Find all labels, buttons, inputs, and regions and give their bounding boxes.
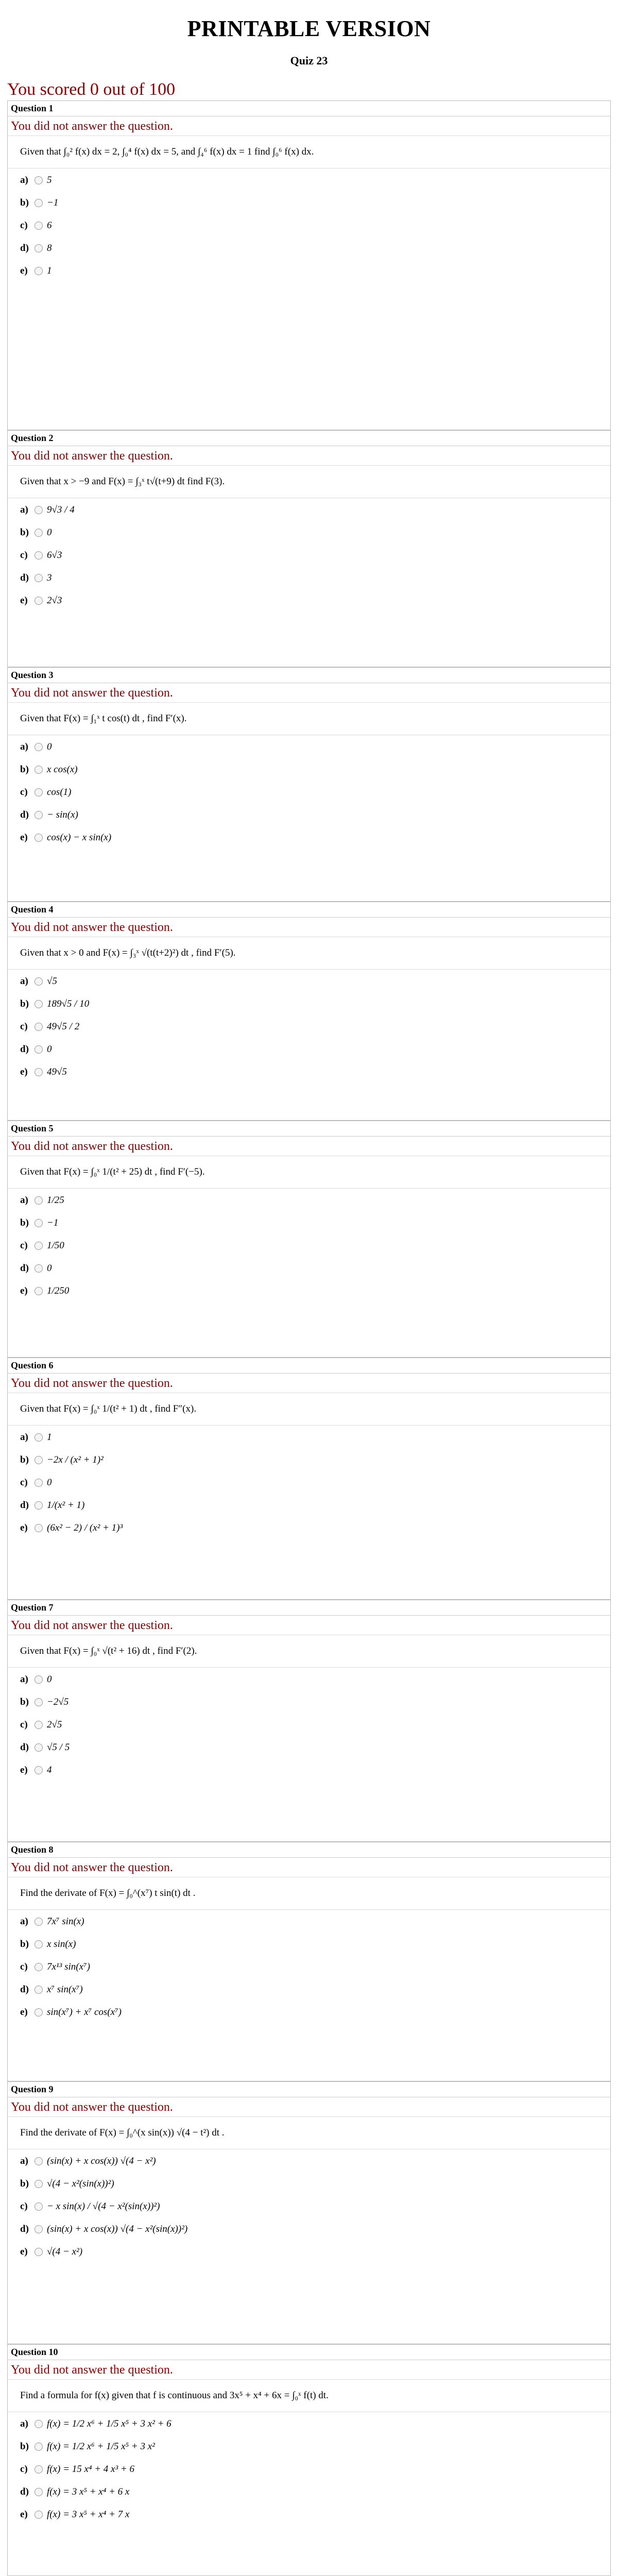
answer-option[interactable] (20, 1961, 598, 1973)
radio-button[interactable] (35, 199, 43, 207)
question-text: Given that F(x) = ∫₀ˣ 1/(t² + 1) dt , find F″(x). (8, 1393, 610, 1426)
answer-letter: c) (20, 550, 28, 561)
radio-button[interactable] (35, 1743, 43, 1752)
answer-option[interactable] (20, 1742, 598, 1753)
question-heading: Question 8 (8, 1842, 610, 1858)
radio-button[interactable] (35, 529, 43, 537)
radio-button[interactable] (35, 1287, 43, 1295)
answer-option[interactable] (20, 741, 598, 753)
radio-button[interactable] (35, 1433, 43, 1442)
answer-letter: b) (20, 527, 29, 538)
answer-letter: b) (20, 998, 29, 1009)
answer-option[interactable] (20, 1217, 598, 1229)
answer-text: f(x) = 3 x⁵ + x⁴ + 7 x (47, 2509, 130, 2520)
answer-letter: b) (20, 764, 29, 775)
question-block (7, 2344, 611, 2576)
questions-list (0, 100, 618, 2576)
answer-text: 2√5 (47, 1719, 62, 1730)
answer-text: x⁷ sin(x⁷) (47, 1984, 83, 1995)
answer-option[interactable] (20, 998, 598, 1010)
answer-letter: b) (20, 1217, 29, 1228)
answer-letter: b) (20, 197, 29, 208)
answer-option[interactable] (20, 1765, 598, 1776)
radio-button[interactable] (35, 222, 43, 230)
radio-button[interactable] (35, 574, 43, 582)
answer-list (8, 498, 610, 621)
radio-button[interactable] (35, 2157, 43, 2165)
question-heading: Question 7 (8, 1600, 610, 1616)
question-heading: Question 9 (8, 2082, 610, 2097)
answer-text: 0 (47, 1674, 52, 1685)
answer-letter: d) (20, 1044, 29, 1055)
answer-text: 0 (47, 527, 52, 538)
answer-text: 189√5 / 10 (47, 998, 90, 1009)
answer-text: −2x / (x² + 1)² (47, 1454, 104, 1465)
answer-text: cos(x) − x sin(x) (47, 832, 112, 843)
answer-letter: e) (20, 2246, 28, 2257)
answer-option[interactable] (20, 175, 598, 186)
answer-letter: e) (20, 1066, 28, 1077)
answer-letter: c) (20, 220, 28, 231)
question-status: You did not answer the question. (8, 1858, 610, 1877)
question-block (7, 667, 611, 902)
answer-text: sin(x⁷) + x⁷ cos(x⁷) (47, 2007, 122, 2018)
radio-button[interactable] (35, 1196, 43, 1205)
answer-letter: d) (20, 1500, 29, 1511)
radio-button[interactable] (35, 1000, 43, 1008)
answer-letter: b) (20, 2178, 29, 2189)
answer-list (8, 1910, 610, 2032)
radio-button[interactable] (35, 1242, 43, 1250)
question-text: Find the derivate of F(x) = ∫₀^(x⁷) t sin(t) dt . (8, 1877, 610, 1910)
answer-letter: a) (20, 2156, 28, 2166)
answer-option[interactable] (20, 1500, 598, 1511)
answer-option[interactable] (20, 243, 598, 254)
radio-button[interactable] (35, 1524, 43, 1532)
answer-text: x sin(x) (47, 1939, 76, 1950)
answer-option[interactable] (20, 1044, 598, 1055)
answer-option[interactable] (20, 2464, 598, 2475)
answer-option[interactable] (20, 2486, 598, 2498)
radio-button[interactable] (35, 2008, 43, 2016)
answer-letter: e) (20, 2007, 28, 2018)
radio-button[interactable] (35, 2248, 43, 2256)
radio-button[interactable] (35, 1068, 43, 1076)
answer-letter: a) (20, 2418, 28, 2429)
answer-option[interactable] (20, 1719, 598, 1731)
radio-button[interactable] (35, 1675, 43, 1684)
answer-option[interactable] (20, 809, 598, 821)
answer-option[interactable] (20, 1454, 598, 1466)
question-text: Given that x > −9 and F(x) = ∫₃ˣ t√(t+9) dt find F(3). (8, 466, 610, 498)
answer-option[interactable] (20, 527, 598, 538)
question-block (7, 1600, 611, 1842)
answer-option[interactable] (20, 2156, 598, 2167)
answer-text: 1/25 (47, 1195, 64, 1206)
radio-button[interactable] (35, 1219, 43, 1227)
answer-text: −2√5 (47, 1697, 69, 1707)
answer-text: − sin(x) (47, 809, 78, 820)
answer-option[interactable] (20, 2007, 598, 2018)
page-title: PRINTABLE VERSION (187, 16, 431, 41)
radio-button[interactable] (35, 977, 43, 986)
question-status: You did not answer the question. (8, 2097, 610, 2117)
radio-button[interactable] (35, 1023, 43, 1031)
answer-text: 7x⁷ sin(x) (47, 1916, 84, 1927)
question-heading: Question 3 (8, 668, 610, 683)
answer-option[interactable] (20, 2201, 598, 2212)
radio-button[interactable] (35, 1766, 43, 1774)
question-text: Given that ∫₀² f(x) dx = 2, ∫₀⁴ f(x) dx = 5, and ∫₄⁶ f(x) dx = 1 find ∫₀⁶ f(x) dx. (8, 136, 610, 168)
answer-text: f(x) = 1/2 x⁶ + 1/5 x⁵ + 3 x² (47, 2441, 155, 2452)
radio-button[interactable] (35, 244, 43, 252)
radio-button[interactable] (35, 1264, 43, 1273)
answer-option[interactable] (20, 1066, 598, 1078)
answer-letter: e) (20, 1285, 28, 1296)
answer-text: 1 (47, 265, 52, 276)
answer-list (8, 1668, 610, 1790)
answer-letter: a) (20, 741, 28, 752)
radio-button[interactable] (35, 834, 43, 842)
answer-letter: c) (20, 1961, 28, 1972)
answer-option[interactable] (20, 1240, 598, 1251)
answer-option[interactable] (20, 2246, 598, 2258)
answer-letter: c) (20, 1719, 28, 1730)
answer-text: 6√3 (47, 550, 62, 561)
answer-option[interactable] (20, 1697, 598, 1708)
answer-option[interactable] (20, 1674, 598, 1685)
answer-text: 7x¹³ sin(x⁷) (47, 1961, 90, 1972)
answer-text: 8 (47, 243, 52, 253)
answer-option[interactable] (20, 2418, 598, 2430)
radio-button[interactable] (35, 267, 43, 275)
answer-list (8, 1426, 610, 1548)
answer-text: 9√3 / 4 (47, 504, 75, 515)
radio-button[interactable] (35, 2443, 43, 2451)
answer-text: cos(1) (47, 787, 72, 798)
answer-option[interactable] (20, 764, 598, 775)
question-text: Find a formula for f(x) given that f is continuous and 3x⁵ + x⁴ + 6x = ∫₀ˣ f(t) dt. (8, 2380, 610, 2412)
answer-letter: c) (20, 2201, 28, 2212)
answer-letter: e) (20, 1765, 28, 1775)
radio-button[interactable] (35, 1940, 43, 1948)
answer-option[interactable] (20, 595, 598, 606)
answer-letter: d) (20, 1742, 29, 1753)
question-block (7, 1358, 611, 1600)
question-heading: Question 4 (8, 902, 610, 918)
radio-button[interactable] (35, 597, 43, 605)
answer-option[interactable] (20, 2441, 598, 2452)
question-status: You did not answer the question. (8, 116, 610, 136)
question-text: Given that x > 0 and F(x) = ∫₃ˣ √(t(t+2)²) dt , find F′(5). (8, 937, 610, 970)
answer-option[interactable] (20, 220, 598, 231)
answer-text: 1/(x² + 1) (47, 1500, 85, 1511)
answer-letter: a) (20, 1674, 28, 1685)
answer-text: 1 (47, 1432, 52, 1443)
answer-list (8, 1189, 610, 1311)
answer-letter: d) (20, 2486, 29, 2497)
question-status: You did not answer the question. (8, 2360, 610, 2380)
answer-text: (6x² − 2) / (x² + 1)³ (47, 1522, 123, 1533)
answer-text: √5 / 5 (47, 1742, 70, 1753)
answer-text: 0 (47, 1477, 52, 1488)
answer-text: 49√5 / 2 (47, 1021, 80, 1032)
answer-text: √5 (47, 976, 57, 987)
answer-letter: a) (20, 1432, 28, 1443)
answer-text: f(x) = 3 x⁵ + x⁴ + 6 x (47, 2486, 130, 2497)
answer-option[interactable] (20, 550, 598, 561)
answer-option[interactable] (20, 1285, 598, 1297)
answer-option[interactable] (20, 787, 598, 798)
answer-letter: b) (20, 1939, 29, 1950)
answer-option[interactable] (20, 1263, 598, 1274)
answer-letter: a) (20, 504, 28, 515)
answer-option[interactable] (20, 2509, 598, 2520)
answer-letter: a) (20, 175, 28, 185)
radio-button[interactable] (35, 1918, 43, 1926)
answer-text: 49√5 (47, 1066, 67, 1077)
question-block (7, 430, 611, 667)
question-status: You did not answer the question. (8, 446, 610, 466)
answer-text: 3 (47, 572, 52, 583)
answer-option[interactable] (20, 1477, 598, 1488)
radio-button[interactable] (35, 176, 43, 184)
answer-letter: d) (20, 1263, 29, 1274)
radio-button[interactable] (35, 766, 43, 774)
question-heading: Question 6 (8, 1358, 610, 1374)
radio-button[interactable] (35, 551, 43, 560)
radio-button[interactable] (35, 1479, 43, 1487)
answer-option[interactable] (20, 1522, 598, 1534)
answer-option[interactable] (20, 1432, 598, 1443)
answer-letter: d) (20, 572, 29, 583)
radio-button[interactable] (35, 2488, 43, 2496)
answer-letter: d) (20, 809, 29, 820)
answer-text: − x sin(x) / √(4 − x²(sin(x))²) (47, 2201, 160, 2212)
radio-button[interactable] (35, 1721, 43, 1729)
answer-text: 0 (47, 741, 52, 752)
answer-text: f(x) = 1/2 x⁶ + 1/5 x⁵ + 3 x² + 6 (47, 2418, 171, 2429)
answer-option[interactable] (20, 1195, 598, 1206)
answer-list (8, 2149, 610, 2272)
answer-letter: a) (20, 1916, 28, 1927)
answer-letter: a) (20, 1195, 28, 1206)
radio-button[interactable] (35, 2465, 43, 2473)
radio-button[interactable] (35, 1698, 43, 1706)
question-heading: Question 1 (8, 101, 610, 116)
answer-list (8, 168, 610, 291)
question-status: You did not answer the question. (8, 683, 610, 703)
answer-text: √(4 − x²) (47, 2246, 83, 2257)
radio-button[interactable] (35, 1456, 43, 1464)
answer-letter: e) (20, 1522, 28, 1533)
question-heading: Question 2 (8, 431, 610, 446)
answer-text: (sin(x) + x cos(x)) √(4 − x²) (47, 2156, 156, 2166)
question-block (7, 1842, 611, 2081)
question-heading: Question 5 (8, 1121, 610, 1137)
answer-letter: a) (20, 976, 28, 987)
answer-text: −1 (47, 197, 59, 208)
radio-button[interactable] (35, 743, 43, 751)
radio-button[interactable] (35, 2180, 43, 2188)
answer-letter: b) (20, 1697, 29, 1707)
question-block (7, 902, 611, 1121)
score-text: You scored 0 out of 100 (7, 80, 176, 99)
answer-option[interactable] (20, 976, 598, 987)
question-status: You did not answer the question. (8, 1374, 610, 1393)
answer-text: x cos(x) (47, 764, 78, 775)
question-text: Given that F(x) = ∫₀ˣ 1/(t² + 25) dt , find F′(−5). (8, 1156, 610, 1189)
answer-letter: b) (20, 2441, 29, 2452)
question-block (7, 1121, 611, 1358)
answer-letter: d) (20, 243, 29, 253)
answer-option[interactable] (20, 1916, 598, 1927)
printable-page (0, 15, 618, 2576)
radio-button[interactable] (35, 1963, 43, 1971)
radio-button[interactable] (35, 2420, 43, 2428)
answer-text: f(x) = 15 x⁴ + 4 x³ + 6 (47, 2464, 134, 2475)
radio-button[interactable] (35, 811, 43, 819)
answer-letter: c) (20, 2464, 28, 2475)
answer-text: −1 (47, 1217, 59, 1228)
answer-option[interactable] (20, 2224, 598, 2235)
answer-list (8, 970, 610, 1092)
answer-letter: c) (20, 787, 28, 798)
answer-text: (sin(x) + x cos(x)) √(4 − x²(sin(x))²) (47, 2224, 188, 2234)
radio-button[interactable] (35, 2225, 43, 2233)
answer-option[interactable] (20, 504, 598, 516)
answer-option[interactable] (20, 832, 598, 843)
question-status: You did not answer the question. (8, 1616, 610, 1635)
radio-button[interactable] (35, 788, 43, 796)
question-heading: Question 10 (8, 2345, 610, 2360)
radio-button[interactable] (35, 1986, 43, 1994)
answer-letter: c) (20, 1021, 28, 1032)
answer-letter: e) (20, 265, 28, 276)
answer-text: 0 (47, 1263, 52, 1274)
answer-text: 4 (47, 1765, 52, 1775)
answer-option[interactable] (20, 265, 598, 277)
answer-list (8, 2412, 610, 2535)
question-text: Given that F(x) = ∫₁ˣ t cos(t) dt , find F′(x). (8, 703, 610, 735)
answer-letter: b) (20, 1454, 29, 1465)
answer-text: √(4 − x²(sin(x))²) (47, 2178, 114, 2189)
answer-letter: e) (20, 832, 28, 843)
answer-option[interactable] (20, 1021, 598, 1032)
answer-option[interactable] (20, 1939, 598, 1950)
radio-button[interactable] (35, 506, 43, 514)
quiz-title: Quiz 23 (290, 54, 328, 67)
answer-letter: d) (20, 2224, 29, 2234)
question-block (7, 100, 611, 430)
answer-text: 2√3 (47, 595, 62, 606)
question-status: You did not answer the question. (8, 1137, 610, 1156)
answer-letter: c) (20, 1477, 28, 1488)
answer-text: 1/50 (47, 1240, 64, 1251)
answer-letter: e) (20, 595, 28, 606)
answer-option[interactable] (20, 1984, 598, 1995)
answer-letter: e) (20, 2509, 28, 2520)
answer-option[interactable] (20, 2178, 598, 2190)
answer-text: 0 (47, 1044, 52, 1055)
answer-option[interactable] (20, 572, 598, 584)
answer-text: 5 (47, 175, 52, 185)
answer-list (8, 735, 610, 858)
answer-text: 6 (47, 220, 52, 231)
radio-button[interactable] (35, 2511, 43, 2519)
question-status: You did not answer the question. (8, 918, 610, 937)
answer-text: 1/250 (47, 1285, 70, 1296)
radio-button[interactable] (35, 1045, 43, 1054)
question-text: Find the derivate of F(x) = ∫₀^(x sin(x)) √(4 − t²) dt . (8, 2117, 610, 2149)
question-block (7, 2081, 611, 2344)
answer-letter: d) (20, 1984, 29, 1995)
radio-button[interactable] (35, 2202, 43, 2211)
answer-letter: c) (20, 1240, 28, 1251)
answer-option[interactable] (20, 197, 598, 209)
radio-button[interactable] (35, 1501, 43, 1510)
question-text: Given that F(x) = ∫₀ˣ √(t² + 16) dt , find F′(2). (8, 1635, 610, 1668)
